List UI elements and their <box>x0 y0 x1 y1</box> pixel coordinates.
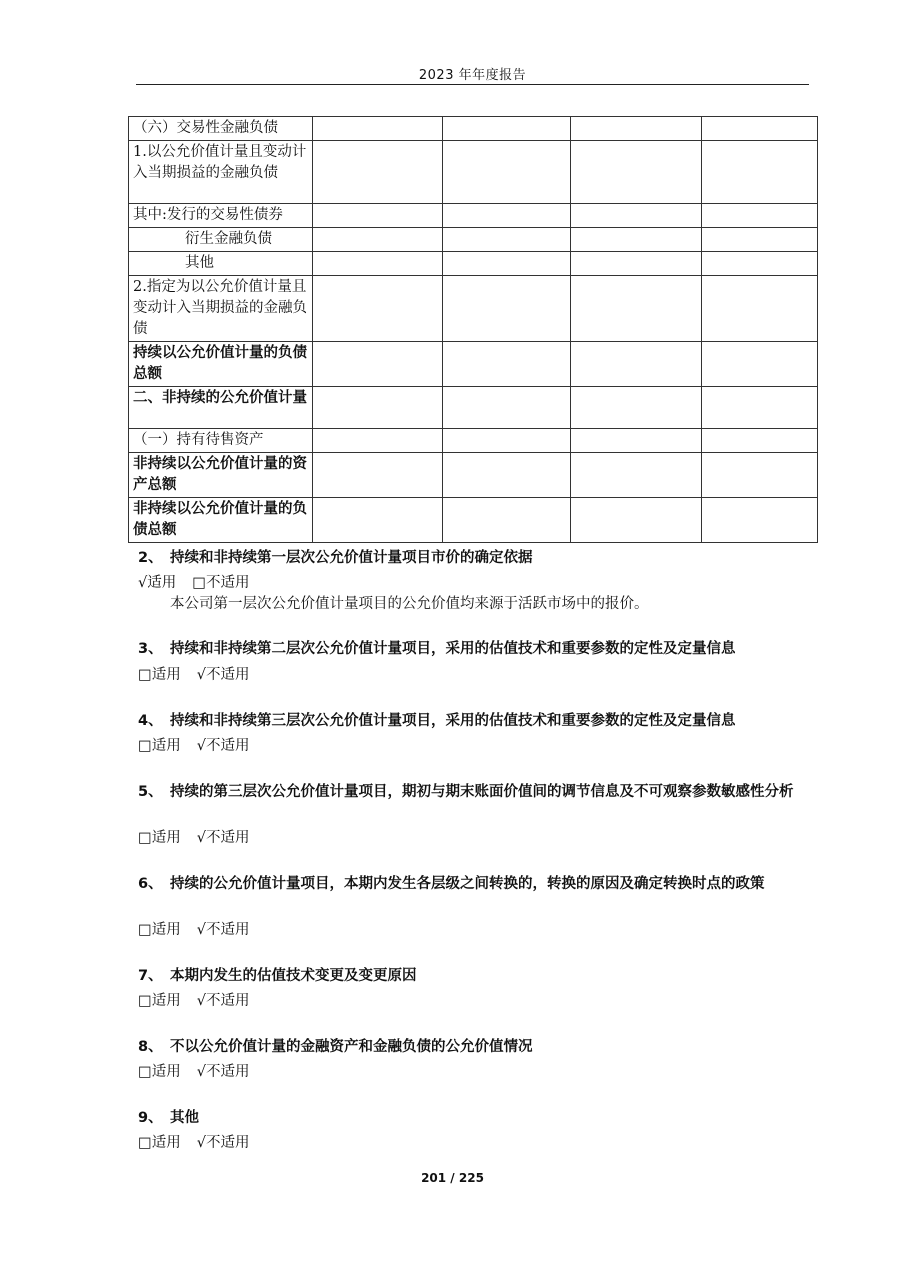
applicability-line <box>138 665 265 685</box>
table-cell <box>313 387 443 429</box>
section-number: 3、 <box>138 641 163 657</box>
section-heading: 持续和非持续第三层次公允价值计量项目，采用的估值技术和重要参数的定性及定量信息 <box>170 713 736 729</box>
table-cell <box>571 228 702 252</box>
fair-value-table <box>128 116 818 543</box>
table-cell <box>571 276 702 342</box>
table-cell <box>571 429 702 453</box>
section-number: 4、 <box>138 713 163 729</box>
applicability-line <box>138 573 265 593</box>
table-cell <box>702 228 818 252</box>
not-applicable-option: √不适用 <box>196 1135 250 1151</box>
section-heading: 本期内发生的估值技术变更及变更原因 <box>170 968 417 984</box>
not-applicable-option: √不适用 <box>196 738 250 754</box>
applicable-option: □适用 <box>138 667 181 683</box>
not-applicable-option: √不适用 <box>196 667 250 683</box>
not-applicable-option: √不适用 <box>196 922 250 938</box>
section-title <box>138 710 810 732</box>
section-number: 9、 <box>138 1110 163 1126</box>
applicable-option: √适用 <box>138 575 177 591</box>
row-label: 非持续以公允价值计量的资产总额 <box>129 453 313 498</box>
table-cell <box>702 429 818 453</box>
table-cell <box>443 453 571 498</box>
section-title <box>138 547 810 569</box>
section-number: 7、 <box>138 968 163 984</box>
not-applicable-option: √不适用 <box>196 830 250 846</box>
not-applicable-option: □不适用 <box>192 575 250 591</box>
table-cell <box>702 117 818 141</box>
table-cell <box>702 498 818 543</box>
row-label: 衍生金融负债 <box>129 228 313 252</box>
section-heading: 持续和非持续第二层次公允价值计量项目，采用的估值技术和重要参数的定性及定量信息 <box>170 641 736 657</box>
applicability-line <box>138 991 265 1011</box>
table-cell <box>702 204 818 228</box>
section-number: 2、 <box>138 550 163 566</box>
table-cell <box>443 342 571 387</box>
table-cell <box>571 342 702 387</box>
table-cell <box>313 204 443 228</box>
table-cell <box>313 252 443 276</box>
table-cell <box>571 141 702 204</box>
page-header <box>136 62 809 85</box>
applicable-option: □适用 <box>138 993 181 1009</box>
section-title <box>138 873 810 895</box>
table-cell <box>313 228 443 252</box>
table-cell <box>702 252 818 276</box>
section-heading: 持续的公允价值计量项目，本期内发生各层级之间转换的，转换的原因及确定转换时点的政策 <box>170 876 765 892</box>
section-note: 本公司第一层次公允价值计量项目的公允价值均来源于活跃市场中的报价。 <box>170 596 649 612</box>
section-number: 6、 <box>138 876 163 892</box>
applicable-option: □适用 <box>138 1135 181 1151</box>
applicability-line <box>138 1133 265 1153</box>
table-cell <box>443 204 571 228</box>
table-cell <box>571 387 702 429</box>
row-label: 其中:发行的交易性债券 <box>129 204 313 228</box>
table-cell <box>702 387 818 429</box>
table-cell <box>313 117 443 141</box>
table-cell <box>313 429 443 453</box>
section-title <box>138 638 810 660</box>
applicable-option: □适用 <box>138 830 181 846</box>
row-label: 非持续以公允价值计量的负债总额 <box>129 498 313 543</box>
section-title <box>138 1107 810 1129</box>
table-cell <box>702 342 818 387</box>
table-cell <box>571 252 702 276</box>
section-heading: 持续的第三层次公允价值计量项目，期初与期末账面价值间的调节信息及不可观察参数敏感性分析 <box>170 784 794 800</box>
table-cell <box>571 498 702 543</box>
applicability-line <box>138 1062 265 1082</box>
applicable-option: □适用 <box>138 738 181 754</box>
section-title <box>138 965 810 987</box>
section-number: 5、 <box>138 784 163 800</box>
table-cell <box>313 276 443 342</box>
applicable-option: □适用 <box>138 1064 181 1080</box>
table-cell <box>313 141 443 204</box>
section-number: 8、 <box>138 1039 163 1055</box>
applicability-line <box>138 736 265 756</box>
row-label: 持续以公允价值计量的负债总额 <box>129 342 313 387</box>
section-title <box>138 781 810 803</box>
table-cell <box>571 117 702 141</box>
row-label: 2.指定为以公允价值计量且变动计入当期损益的金融负债 <box>129 276 313 342</box>
not-applicable-option: √不适用 <box>196 1064 250 1080</box>
section-heading: 不以公允价值计量的金融资产和金融负债的公允价值情况 <box>170 1039 533 1055</box>
table-cell <box>443 498 571 543</box>
table-cell <box>571 204 702 228</box>
not-applicable-option: √不适用 <box>196 993 250 1009</box>
table-cell <box>702 276 818 342</box>
table-cell <box>443 387 571 429</box>
section-title <box>138 1036 810 1058</box>
applicability-line <box>138 920 265 940</box>
table-cell <box>313 498 443 543</box>
row-label: 二、非持续的公允价值计量 <box>129 387 313 429</box>
table-cell <box>443 276 571 342</box>
row-label: 1.以公允价值计量且变动计入当期损益的金融负债 <box>129 141 313 204</box>
row-label: （一）持有待售资产 <box>129 429 313 453</box>
table-cell <box>443 228 571 252</box>
table-cell <box>443 117 571 141</box>
section-heading: 其他 <box>170 1110 199 1126</box>
page-number: 201 / 225 <box>421 1171 484 1185</box>
report-title: 2023 年年度报告 <box>418 68 527 83</box>
applicability-line <box>138 828 265 848</box>
table-cell <box>313 342 443 387</box>
row-label: （六）交易性金融负债 <box>129 117 313 141</box>
section-heading: 持续和非持续第一层次公允价值计量项目市价的确定依据 <box>170 550 533 566</box>
table-cell <box>443 252 571 276</box>
table-cell <box>313 453 443 498</box>
table-cell <box>702 141 818 204</box>
table-cell <box>443 429 571 453</box>
table-cell <box>571 453 702 498</box>
table-cell <box>443 141 571 204</box>
row-label: 其他 <box>129 252 313 276</box>
applicable-option: □适用 <box>138 922 181 938</box>
table-cell <box>702 453 818 498</box>
